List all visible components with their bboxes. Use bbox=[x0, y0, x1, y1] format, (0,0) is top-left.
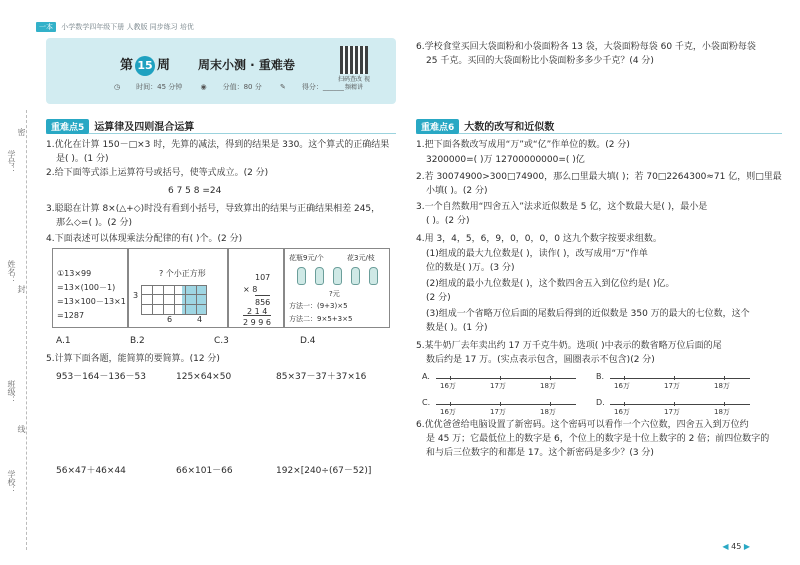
vase-icon bbox=[315, 267, 324, 285]
question-5: 5.计算下面各题，能简算的要简算。(12 分) bbox=[46, 354, 220, 364]
prev-arrow-icon: ◀ bbox=[722, 542, 729, 551]
q4-panel-2 bbox=[128, 248, 228, 328]
question-6-cont: 25 千克。买回的大袋面粉比小袋面粉多多少千克？(4 分) bbox=[426, 56, 654, 66]
r-question-5: 5.某牛奶厂去年卖出约 17 万千克牛奶。选项( )中表示的数省略万位后面的尾 bbox=[416, 341, 722, 351]
tick-label: 18万 bbox=[714, 408, 730, 416]
clock-icon: ◷ bbox=[114, 83, 121, 91]
q5-item-3: 85×37－37＋37×16 bbox=[276, 372, 367, 382]
r-question-4-1: (1)组成的最大九位数是( )，读作( )，改写成用“万”作单 bbox=[426, 249, 648, 259]
cut-line bbox=[26, 110, 27, 550]
tick-label: 17万 bbox=[490, 408, 506, 416]
q4-grid-title: ? 个小正方形 bbox=[159, 269, 206, 278]
r-question-3-cont: ( )。(2 分) bbox=[426, 216, 470, 226]
gutter-seal-2: 封 bbox=[17, 285, 26, 293]
week-prefix: 第 bbox=[120, 58, 134, 73]
next-arrow-icon: ▶ bbox=[743, 542, 750, 551]
q5-item-6: 192×[240÷(67－52)] bbox=[276, 466, 372, 476]
q4-panel-1 bbox=[52, 248, 128, 328]
header-strip bbox=[36, 22, 266, 32]
score-icon: ◉ bbox=[200, 83, 207, 91]
number-line-option-a[interactable] bbox=[422, 370, 582, 392]
tick-label: 16万 bbox=[614, 408, 630, 416]
vase-icon bbox=[351, 267, 360, 285]
q5-item-1: 953－164－136－53 bbox=[56, 372, 146, 382]
tick bbox=[500, 376, 501, 380]
q4-calc-4: 2 1 4 bbox=[247, 307, 268, 316]
q4-option-b[interactable]: B.2 bbox=[130, 336, 145, 346]
gutter-class: 班级： bbox=[7, 380, 16, 404]
banner-title: 周末小测 · 重难卷 bbox=[198, 58, 295, 72]
q4-grid-b2: 4 bbox=[197, 315, 203, 324]
gutter-name: 姓名： bbox=[7, 260, 16, 284]
r-question-5-cont: 数后约是 17 万。(实点表示包含，圆圈表示不包含)(2 分) bbox=[426, 355, 655, 365]
tick-label: 16万 bbox=[614, 382, 630, 390]
result-icon: ✎ bbox=[279, 83, 286, 91]
r-question-3: 3.一个自然数用“四舍五入”法求近似数是 5 亿，这个数最大是( )，最小是 bbox=[416, 202, 708, 212]
question-4: 4.下面表述可以体现乘法分配律的有( )个。(2 分) bbox=[46, 234, 243, 244]
number-line-option-d[interactable] bbox=[596, 396, 756, 418]
week-label bbox=[120, 54, 170, 76]
section-badge: 重难点6 bbox=[416, 119, 459, 134]
number-line bbox=[610, 404, 750, 405]
q4-calc-1: 107 bbox=[255, 273, 271, 282]
question-1-cont: 是( )。(1 分) bbox=[56, 154, 109, 164]
number-line bbox=[436, 378, 576, 379]
qr-caption: 扫码查改 视频精讲 bbox=[338, 76, 370, 91]
q4-grid-left: 3 bbox=[133, 291, 139, 300]
section-badge: 重难点5 bbox=[46, 119, 89, 134]
r-question-4: 4.用 3，4，5，6，9，0，0，0，0 这九个数字按要求组数。 bbox=[416, 234, 662, 244]
q5-item-5: 66×101－66 bbox=[176, 466, 233, 476]
section-head-6 bbox=[416, 118, 782, 134]
flower-price-label: 花3元/枝 bbox=[347, 254, 375, 262]
tick bbox=[550, 402, 551, 406]
tick bbox=[450, 402, 451, 406]
r-question-4-2: (2)组成的最小九位数是( )，这个数四舍五入到亿位约是( )亿。 bbox=[426, 279, 675, 289]
tick-label: 17万 bbox=[490, 382, 506, 390]
section-head-5 bbox=[46, 118, 396, 134]
gutter-id: 学号： bbox=[7, 150, 16, 174]
option-label: B. bbox=[596, 372, 605, 381]
q5-item-2: 125×64×50 bbox=[176, 372, 232, 382]
qr-code-icon[interactable] bbox=[340, 46, 368, 74]
tick-label: 16万 bbox=[440, 408, 456, 416]
vase-icon bbox=[333, 267, 342, 285]
r-question-2: 2.若 30074900>300□74900，那么□里最大填( )；若 70□2264300≈71 亿，则□里最 bbox=[416, 172, 782, 182]
question-2: 2.给下面等式添上运算符号或括号，使等式成立。(2 分) bbox=[46, 168, 269, 178]
tick-label: 18万 bbox=[540, 382, 556, 390]
tick-label: 18万 bbox=[714, 382, 730, 390]
tick bbox=[724, 402, 725, 406]
banner-meta bbox=[114, 82, 360, 92]
tick-label: 17万 bbox=[664, 408, 680, 416]
tick bbox=[550, 376, 551, 380]
tick bbox=[724, 376, 725, 380]
r-question-4-3-cont: 数是( )。(1 分) bbox=[426, 323, 488, 333]
tick bbox=[624, 402, 625, 406]
q4-option-a[interactable]: A.1 bbox=[56, 336, 71, 346]
vase-icon bbox=[369, 267, 378, 285]
number-line-option-b[interactable] bbox=[596, 370, 756, 392]
page-number bbox=[722, 542, 750, 551]
gutter-seal-1: 线 bbox=[17, 425, 26, 433]
tick-label: 16万 bbox=[440, 382, 456, 390]
q4-option-c[interactable]: C.3 bbox=[214, 336, 229, 346]
number-line-option-c[interactable] bbox=[422, 396, 582, 418]
number-line bbox=[436, 404, 576, 405]
header-text: 小学数学四年级下册 人教版 同步练习 培优 bbox=[61, 23, 194, 31]
r-question-6-cont-1: 是 45 万；它最低位上的数字是 6，个位上的数字是十位上数字的 2 倍；前四位数字的 bbox=[426, 434, 770, 444]
r-question-1: 1.把下面各数改写成用“万”或“亿”作单位的数。(2 分) bbox=[416, 140, 630, 150]
method-1: 方法一：(9+3)×5 bbox=[289, 302, 348, 310]
q4-panel-1-line-3: =13×100－13×1 bbox=[57, 297, 126, 306]
q4-panel-1-line-4: =1287 bbox=[57, 311, 85, 320]
question-1: 1.优化在计算 150－□×3 时，先算的减法，得到的结果是 330。这个算式的正确结果 bbox=[46, 140, 390, 150]
title-banner bbox=[46, 38, 396, 104]
q4-panel-1-line-1: ①13×99 bbox=[57, 269, 92, 278]
option-label: C. bbox=[422, 398, 431, 407]
option-label: A. bbox=[422, 372, 430, 381]
q4-grid bbox=[141, 285, 207, 315]
section-title: 运算律及四则混合运算 bbox=[94, 122, 195, 133]
result-text: 得分：______ bbox=[301, 83, 344, 91]
question-6: 6.学校食堂买回大袋面粉和小袋面粉各 13 袋，大袋面粉每袋 60 千克，小袋面粉每袋 bbox=[416, 42, 756, 52]
tick bbox=[450, 376, 451, 380]
gutter-seal-3: 密 bbox=[17, 128, 26, 136]
vase-price-label: 花瓶9元/个 bbox=[289, 254, 324, 262]
r-question-4-2-cont: (2 分) bbox=[426, 293, 451, 303]
tick bbox=[624, 376, 625, 380]
brand-tag: 一本 bbox=[36, 22, 56, 32]
q4-calc-2: × 8 bbox=[243, 285, 258, 294]
q4-panel-3 bbox=[228, 248, 284, 328]
r-question-2-cont: 小填( )。(2 分) bbox=[426, 186, 488, 196]
q4-option-d[interactable]: D.4 bbox=[300, 336, 316, 346]
tick-label: 17万 bbox=[664, 382, 680, 390]
question-3-cont: 那么◇=( )。(2 分) bbox=[56, 218, 132, 228]
option-label: D. bbox=[596, 398, 605, 407]
r-question-6-cont-2: 和与后三位数字的和都是 17。这个新密码是多少？(3 分) bbox=[426, 448, 654, 458]
tick bbox=[674, 402, 675, 406]
tick-label: 18万 bbox=[540, 408, 556, 416]
question-3: 3.聪聪在计算 8×(△+◇)时没有看到小括号，导致算出的结果与正确结果相差 245， bbox=[46, 204, 381, 214]
tick bbox=[500, 402, 501, 406]
total-price-label: ?元 bbox=[329, 290, 340, 298]
q4-panel-1-line-2: =13×(100－1) bbox=[57, 283, 116, 292]
week-suffix: 周 bbox=[157, 58, 171, 73]
q4-grid-b1: 6 bbox=[167, 315, 173, 324]
q4-calc-3: 856 bbox=[255, 295, 270, 310]
section-title: 大数的改写和近似数 bbox=[464, 122, 555, 133]
r-question-4-1-cont: 位的数是( )万。(3 分) bbox=[426, 263, 515, 273]
q5-item-4: 56×47＋46×44 bbox=[56, 466, 126, 476]
q4-calc-5: 2 9 9 6 bbox=[243, 315, 271, 330]
question-2-equation: 6 7 5 8 =24 bbox=[168, 186, 222, 196]
number-line bbox=[610, 378, 750, 379]
q4-panel-4 bbox=[284, 248, 390, 328]
gutter-school: 学校： bbox=[7, 470, 16, 494]
page-number-text: 45 bbox=[731, 542, 742, 551]
r-question-4-3: (3)组成一个省略万位后面的尾数后得到的近似数是 350 万的最大的七位数，这个 bbox=[426, 309, 750, 319]
vase-icon bbox=[297, 267, 306, 285]
binding-gutter bbox=[0, 110, 30, 550]
week-number: 15 bbox=[135, 56, 155, 76]
r-question-1-items: 3200000=( )万 12700000000=( )亿 bbox=[426, 155, 585, 165]
tick bbox=[674, 376, 675, 380]
score-text: 分值：80 分 bbox=[222, 83, 262, 91]
method-2: 方法二：9×5+3×5 bbox=[289, 315, 353, 323]
time-text: 时间：45 分钟 bbox=[136, 83, 183, 91]
r-question-6: 6.优优爸爸给电脑设置了新密码。这个密码可以看作一个六位数，四舍五入到万位约 bbox=[416, 420, 749, 430]
